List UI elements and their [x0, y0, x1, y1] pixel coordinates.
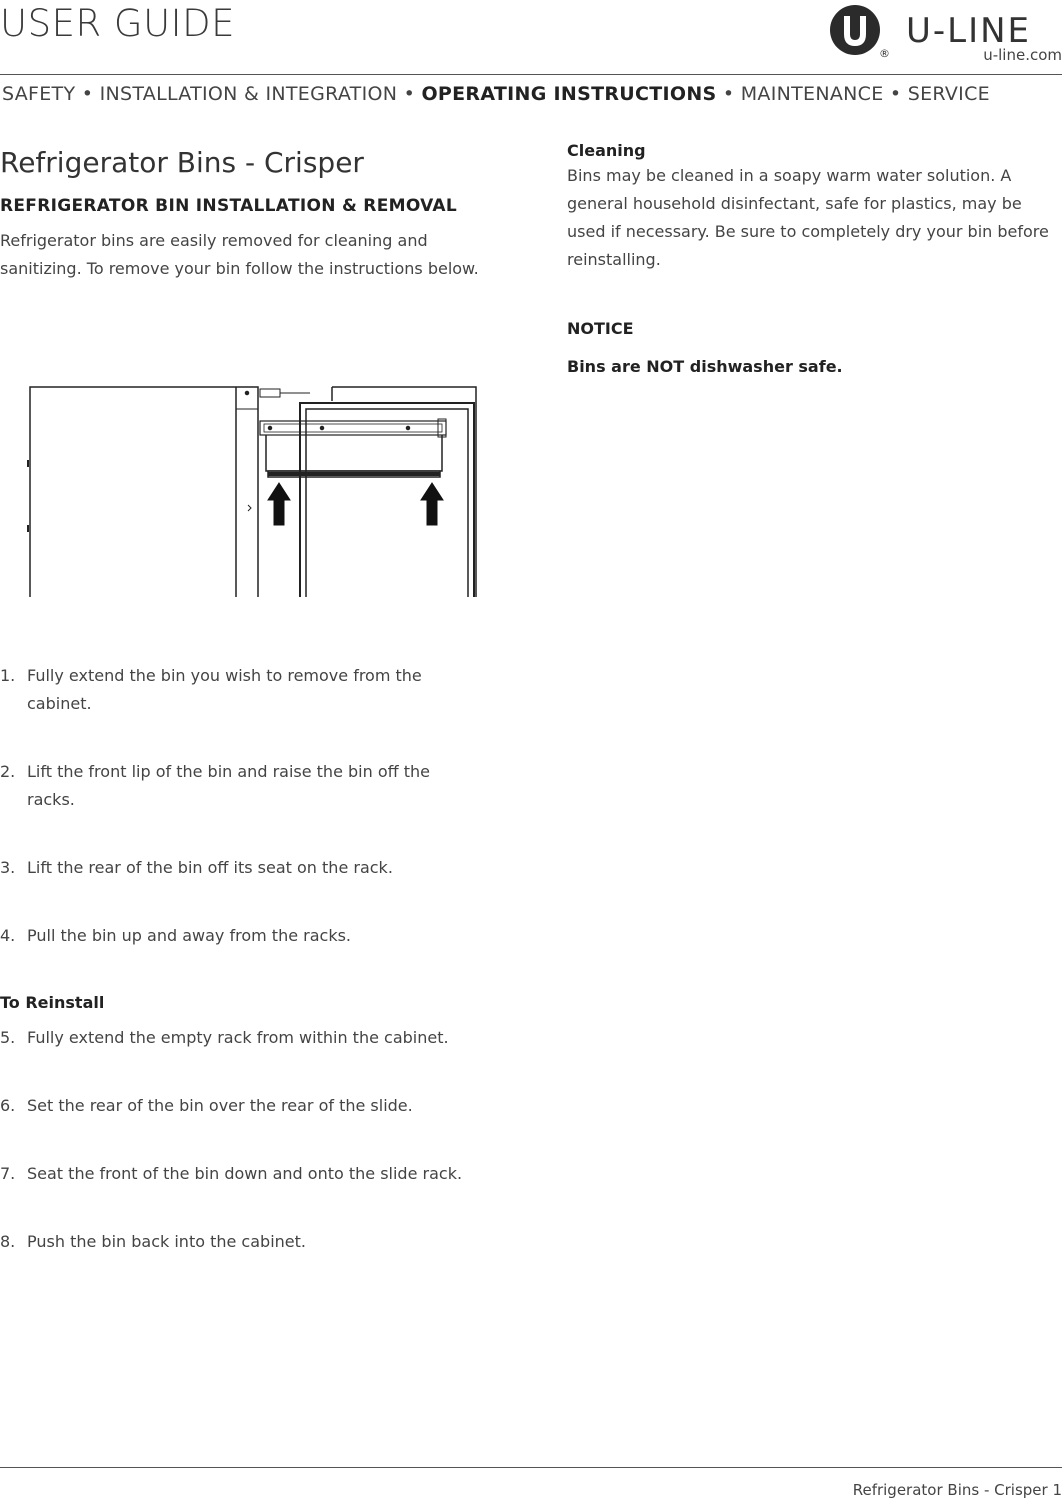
nav-separator: • [889, 83, 902, 105]
step-text: Pull the bin up and away from the racks. [27, 926, 352, 945]
list-item [0, 1092, 500, 1120]
cleaning-heading: Cleaning [567, 141, 646, 160]
header-divider [0, 74, 1062, 75]
list-item [0, 758, 500, 814]
step-number: 6. [0, 1096, 16, 1115]
step-text: Push the bin back into the cabinet. [27, 1232, 306, 1251]
list-item [0, 854, 500, 882]
step-text: Fully extend the bin you wish to remove from the cabinet. [27, 666, 422, 713]
registered-mark: ® [879, 47, 890, 60]
nav-item-installation[interactable]: INSTALLATION & INTEGRATION [99, 83, 398, 105]
nav-item-maintenance[interactable]: MAINTENANCE [740, 83, 884, 105]
step-number: 3. [0, 858, 16, 877]
intro-paragraph: Refrigerator bins are easily removed for cleaning and sanitizing. To remove your bin follow the instructions below. [0, 231, 479, 278]
cleaning-text: Bins may be cleaned in a soapy warm water solution. A general household disinfectant, safe for plastics, may be used if necessary. Be sure to completely dry your bin before reinstalling. [567, 166, 1049, 269]
notice-text: Bins are NOT dishwasher safe. [567, 357, 843, 376]
section-heading: REFRIGERATOR BIN INSTALLATION & REMOVAL [0, 196, 458, 216]
nav-item-operating-instructions[interactable]: OPERATING INSTRUCTIONS [421, 83, 717, 105]
list-item [0, 1160, 500, 1188]
nav-separator: • [722, 83, 735, 105]
nav-item-safety[interactable]: SAFETY [2, 83, 76, 105]
brand-wordmark: U-LINE [906, 11, 1032, 51]
step-number: 5. [0, 1028, 16, 1047]
bin-removal-illustration [20, 375, 490, 600]
step-number: 4. [0, 926, 16, 945]
list-item [0, 662, 500, 718]
reinstall-heading: To Reinstall [0, 993, 105, 1012]
list-item [0, 922, 500, 950]
step-text: Set the rear of the bin over the rear of the slide. [27, 1096, 413, 1115]
website-link[interactable]: u-line.com [983, 46, 1062, 64]
section-nav [2, 83, 990, 105]
logo-emblem [830, 5, 880, 55]
nav-separator: • [81, 83, 94, 105]
nav-item-service[interactable]: SERVICE [907, 83, 990, 105]
document-title: USER GUIDE [0, 2, 235, 45]
step-number: 1. [0, 666, 16, 685]
list-item [0, 1228, 500, 1256]
step-text: Lift the rear of the bin off its seat on the rack. [27, 858, 393, 877]
step-text: Fully extend the empty rack from within the cabinet. [27, 1028, 449, 1047]
list-item [0, 1024, 500, 1052]
step-number: 8. [0, 1232, 16, 1251]
nav-separator: • [403, 83, 416, 105]
step-number: 7. [0, 1164, 16, 1183]
notice-heading: NOTICE [567, 319, 634, 338]
page-title: Refrigerator Bins - Crisper [0, 146, 364, 179]
page-footer-label: Refrigerator Bins - Crisper 1 [852, 1481, 1062, 1499]
step-number: 2. [0, 762, 16, 781]
step-text: Seat the front of the bin down and onto the slide rack. [27, 1164, 463, 1183]
step-text: Lift the front lip of the bin and raise the bin off the racks. [27, 762, 430, 809]
footer-divider [0, 1467, 1062, 1468]
